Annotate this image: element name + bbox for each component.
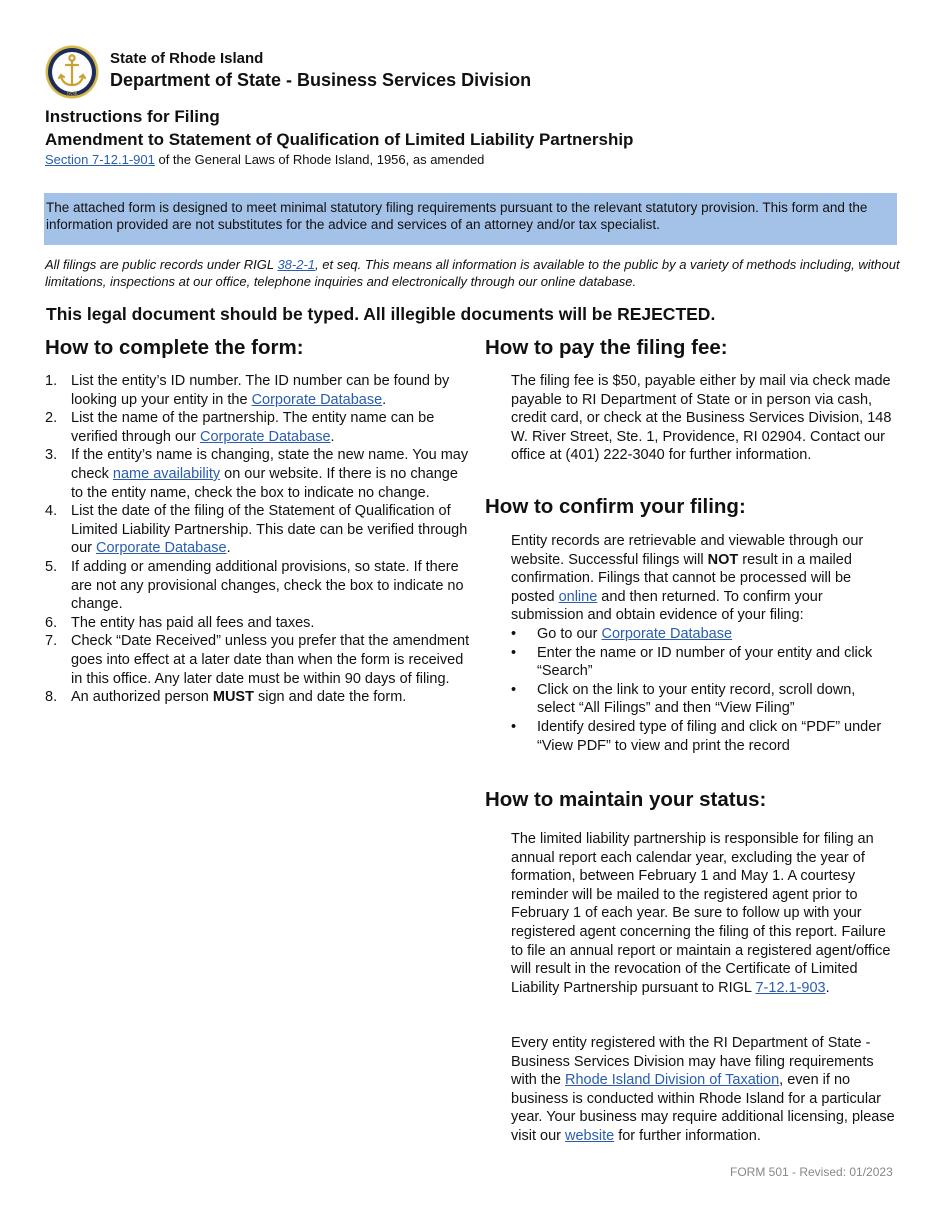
form-title: Amendment to Statement of Qualification of Limited Liability Partnership — [45, 130, 634, 149]
division-of-taxation-link[interactable]: Rhode Island Division of Taxation — [565, 1072, 780, 1089]
list-item: 3. If the entity’s name is changing, state the new name. You may check name availability on our website. If there is no change to the entity name, check the box to indicate no change. — [45, 447, 469, 501]
list-item: 1. List the entity’s ID number. The ID number can be found by looking up your entity in the Corporate Database. — [45, 373, 450, 408]
list-item: 8. An authorized person MUST sign and date the form. — [45, 689, 407, 706]
rigl-7-12-1-903-link[interactable]: 7-12.1-903 — [755, 979, 826, 996]
website-link[interactable]: website — [565, 1127, 615, 1144]
taxation-text: Every entity registered with the RI Department of State - Business Services Division may have filing requirements with the Rhode Island Division of Taxation, even if no business is conducted within Rhode Island for a particular year. Your business may require additional licensing, please visit our website for further information. — [511, 1035, 895, 1144]
list-item: • Enter the name or ID number of your entity and click “Search” — [511, 644, 873, 680]
disclaimer-banner: The attached form is designed to meet minimal statutory filing requirements pursuant to the relevant statutory provision. This form and the information provided are not substitutes for the advice and services of an attorney and/or tax specialist. — [44, 193, 897, 245]
list-item: • Go to our Corporate Database — [511, 625, 733, 642]
rhode-island-seal-logo — [45, 45, 99, 99]
list-item: 6. The entity has paid all fees and taxes. — [45, 614, 315, 631]
department-name: Department of State - Business Services Division — [110, 70, 532, 90]
corporate-database-link[interactable]: Corporate Database — [199, 428, 331, 445]
section-link[interactable]: Section 7-12.1-901 — [45, 152, 155, 167]
form-revision-footer: FORM 501 - Revised: 01/2023 — [730, 1165, 893, 1179]
list-item: 4. List the date of the filing of the Statement of Qualification of Limited Liability Partnership. This date can be verified through our Corporate Database. — [45, 503, 468, 557]
complete-form-heading: How to complete the form: — [45, 336, 304, 359]
statute-reference — [45, 152, 484, 167]
name-availability-link[interactable]: name availability — [112, 465, 221, 482]
corporate-database-link[interactable]: Corporate Database — [251, 391, 383, 408]
complete-steps-list — [45, 372, 470, 707]
corporate-database-link[interactable]: Corporate Database — [601, 625, 733, 642]
list-item: • Click on the link to your entity record, scroll down, select “All Filings” and then “View Filing” — [511, 681, 856, 717]
seal-year: 1636 — [66, 92, 78, 98]
list-item: 7. Check “Date Received” unless you prefer that the amendment goes into effect at a later date than when the form is received in this office. Any later date must be within 90 days of filing. — [45, 633, 470, 687]
list-item: 5. If adding or amending additional provisions, so state. If there are not any provisional changes, check the box to indicate no change. — [45, 558, 464, 613]
pay-fee-text: The filing fee is $50, payable either by mail via check made payable to RI Department of State or in person via cash, credit card, or check at the Business Services Division, 148 W. River Street, Ste. 1, Providence, RI 02904. Contact our office at (401) 222-3040 for further information. — [511, 373, 892, 464]
list-item: 2. List the name of the partnership. The entity name can be verified through our Corporate Database. — [45, 410, 435, 445]
confirm-filing-text: Entity records are retrievable and viewable through our website. Successful filings will NOT result in a mailed confirmation. Filings that cannot be processed will be posted online and then returned. To confirm your submission and obtain evidence of your filing: • Go to our Corporate Database • Enter the name or ID number of your entity and click “Search” • Click on the link to your entity record, scroll down, select “All Filings” and then “View Filing” • Identify desired type of filing and click on “PDF” under “View PDF” to view and print the record — [511, 532, 896, 755]
instructions-heading: Instructions for Filing — [45, 107, 220, 126]
typed-notice: This legal document should be typed. All illegible documents will be REJECTED. — [46, 304, 716, 324]
pay-fee-heading: How to pay the filing fee: — [485, 336, 728, 359]
online-link[interactable]: online — [558, 588, 598, 605]
confirm-steps-list — [511, 625, 896, 755]
state-name: State of Rhode Island — [110, 50, 264, 67]
public-records-notice: All filings are public records under RIGL 38-2-1, et seq. This means all information is available to the public by a variety of methods including, without limitations, inspections at our office, telephone inquiries and electronically through our online database. — [45, 257, 900, 289]
maintain-status-heading: How to maintain your status: — [485, 788, 767, 811]
list-item: • Identify desired type of filing and click on “PDF” under “View PDF” to view and print the record — [511, 718, 882, 754]
corporate-database-link[interactable]: Corporate Database — [96, 540, 227, 557]
statute-reference-text: of the General Laws of Rhode Island, 1956, as amended — [154, 152, 485, 167]
confirm-filing-heading: How to confirm your filing: — [485, 495, 746, 518]
rigl-38-2-1-link[interactable]: 38-2-1 — [277, 257, 316, 272]
maintain-status-text: The limited liability partnership is responsible for filing an annual report each calendar year, excluding the year of formation, between February 1 and May 1. A courtesy reminder will be mailed to the registered agent prior to February 1 of each year. Be sure to follow up with your registered agent concerning the filing of this report. Failure to file an annual report or maintain a registered agent/office will result in the revocation of the Certificate of Limited Liability Partnership pursuant to RIGL 7-12.1-903. — [511, 831, 891, 996]
